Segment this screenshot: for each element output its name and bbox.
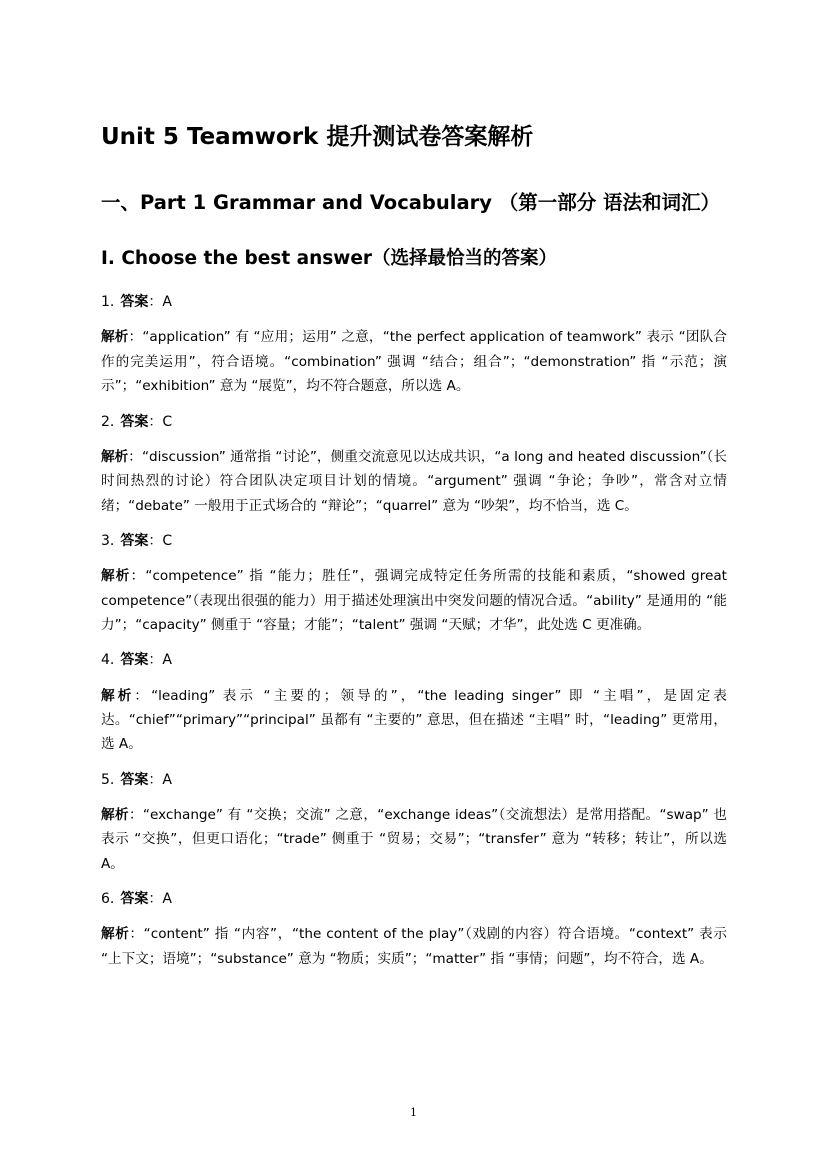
answer-label: 答案 [120,413,149,430]
analysis-text: ：“discussion” 通常指 “讨论”，侧重交流意见以达成共识，“a long and heated discussion”（长时间热烈的讨论）符合团队决定项目计划的情境。“argument” 强调 “争论；争吵”，常含对立情绪；“debate” 一般用于正式场合的 “辩论”；“quarrel” 意为 “吵架”，均不恰当，选 C。 [101,448,727,514]
page-content [101,122,727,985]
answer-value: ：A [148,771,172,788]
answer-label: 答案 [120,771,149,788]
answer-value: ：A [148,891,172,908]
analysis-label: 解析 [101,687,135,704]
item-number: 4. [101,652,115,669]
analysis-paragraph [101,803,727,876]
item-number: 6. [101,891,115,908]
analysis-paragraph [101,684,727,757]
analysis-paragraph [101,325,727,398]
analysis-paragraph [101,564,727,637]
analysis-paragraph [101,922,727,971]
analysis-paragraph [101,445,727,518]
analysis-label: 解析 [101,568,131,585]
answer-label: 答案 [120,533,149,550]
analysis-text: ：“content” 指 “内容”，“the content of the play”（戏剧的内容）符合语境。“context” 表示 “上下文；语境”；“substance” 意为 “物质；实质”；“matter” 指 “事情；问题”，均不符合，选 A。 [101,926,727,967]
part-heading: 一、Part 1 Grammar and Vocabulary （第一部分 语法和词汇） [101,191,721,215]
answer-label: 答案 [120,294,149,311]
item-number: 1. [101,294,115,311]
analysis-label: 解析 [101,926,130,943]
item-number: 2. [101,413,115,430]
answer-item-5 [101,771,727,876]
page-number: 1 [410,1106,417,1119]
answer-line [101,413,727,431]
answer-line [101,532,727,550]
answer-label: 答案 [120,891,149,908]
analysis-text: ：“application” 有 “应用；运用” 之意，“the perfect application of teamwork” 表示 “团队合作的完美运用”，符合语境。“combination” 强调 “结合；组合”；“demonstration” 指 “示范；演示”；“exhibition” 意为 “展览”，均不符合题意，所以选 A。 [101,329,727,395]
analysis-text: ：“competence” 指 “能力；胜任”，强调完成特定任务所需的技能和素质，“showed great competence”（表现出很强的能力）用于描述处理演出中突发问题的情况合适。“ability” 是通用的 “能力”；“capacity” 侧重于 “容量；才能”；“talent” 强调 “天赋；才华”，此处选 C 更准确。 [101,568,728,634]
answer-value: ：C [148,413,173,430]
document-title: Unit 5 Teamwork 提升测试卷答案解析 [101,124,534,150]
analysis-text: ：“leading” 表示 “主要的；领导的”，“the leading singer” 即 “主唱”，是固定表达。“chief”“primary”“principal” 虽都有 “主要的” 意思，但在描述 “主唱” 时，“leading” 更常用，选 A。 [101,687,728,753]
analysis-text: ：“exchange” 有 “交换；交流” 之意，“exchange ideas”（交流想法）是常用搭配。“swap” 也表示 “交换”，但更口语化；“trade” 侧重于 “贸易；交易”；“transfer” 意为 “转移；转让”，所以选 A。 [101,807,727,872]
answer-item-3 [101,532,727,637]
section-heading: I. Choose the best answer（选择最恰当的答案） [101,248,558,270]
answer-label: 答案 [120,652,149,669]
answer-line [101,771,727,789]
answer-value: ：A [148,652,172,669]
answer-value: ：A [148,294,172,311]
analysis-label: 解析 [101,448,129,465]
item-number: 5. [101,771,115,788]
analysis-label: 解析 [101,329,129,346]
answer-value: ：C [148,533,173,550]
item-number: 3. [101,533,115,550]
answer-line [101,890,727,908]
analysis-label: 解析 [101,807,129,824]
answer-line [101,293,727,311]
answer-item-2 [101,413,727,518]
answer-item-6 [101,890,727,971]
answer-line [101,651,727,669]
answer-item-4 [101,651,727,756]
answer-item-1 [101,293,727,398]
